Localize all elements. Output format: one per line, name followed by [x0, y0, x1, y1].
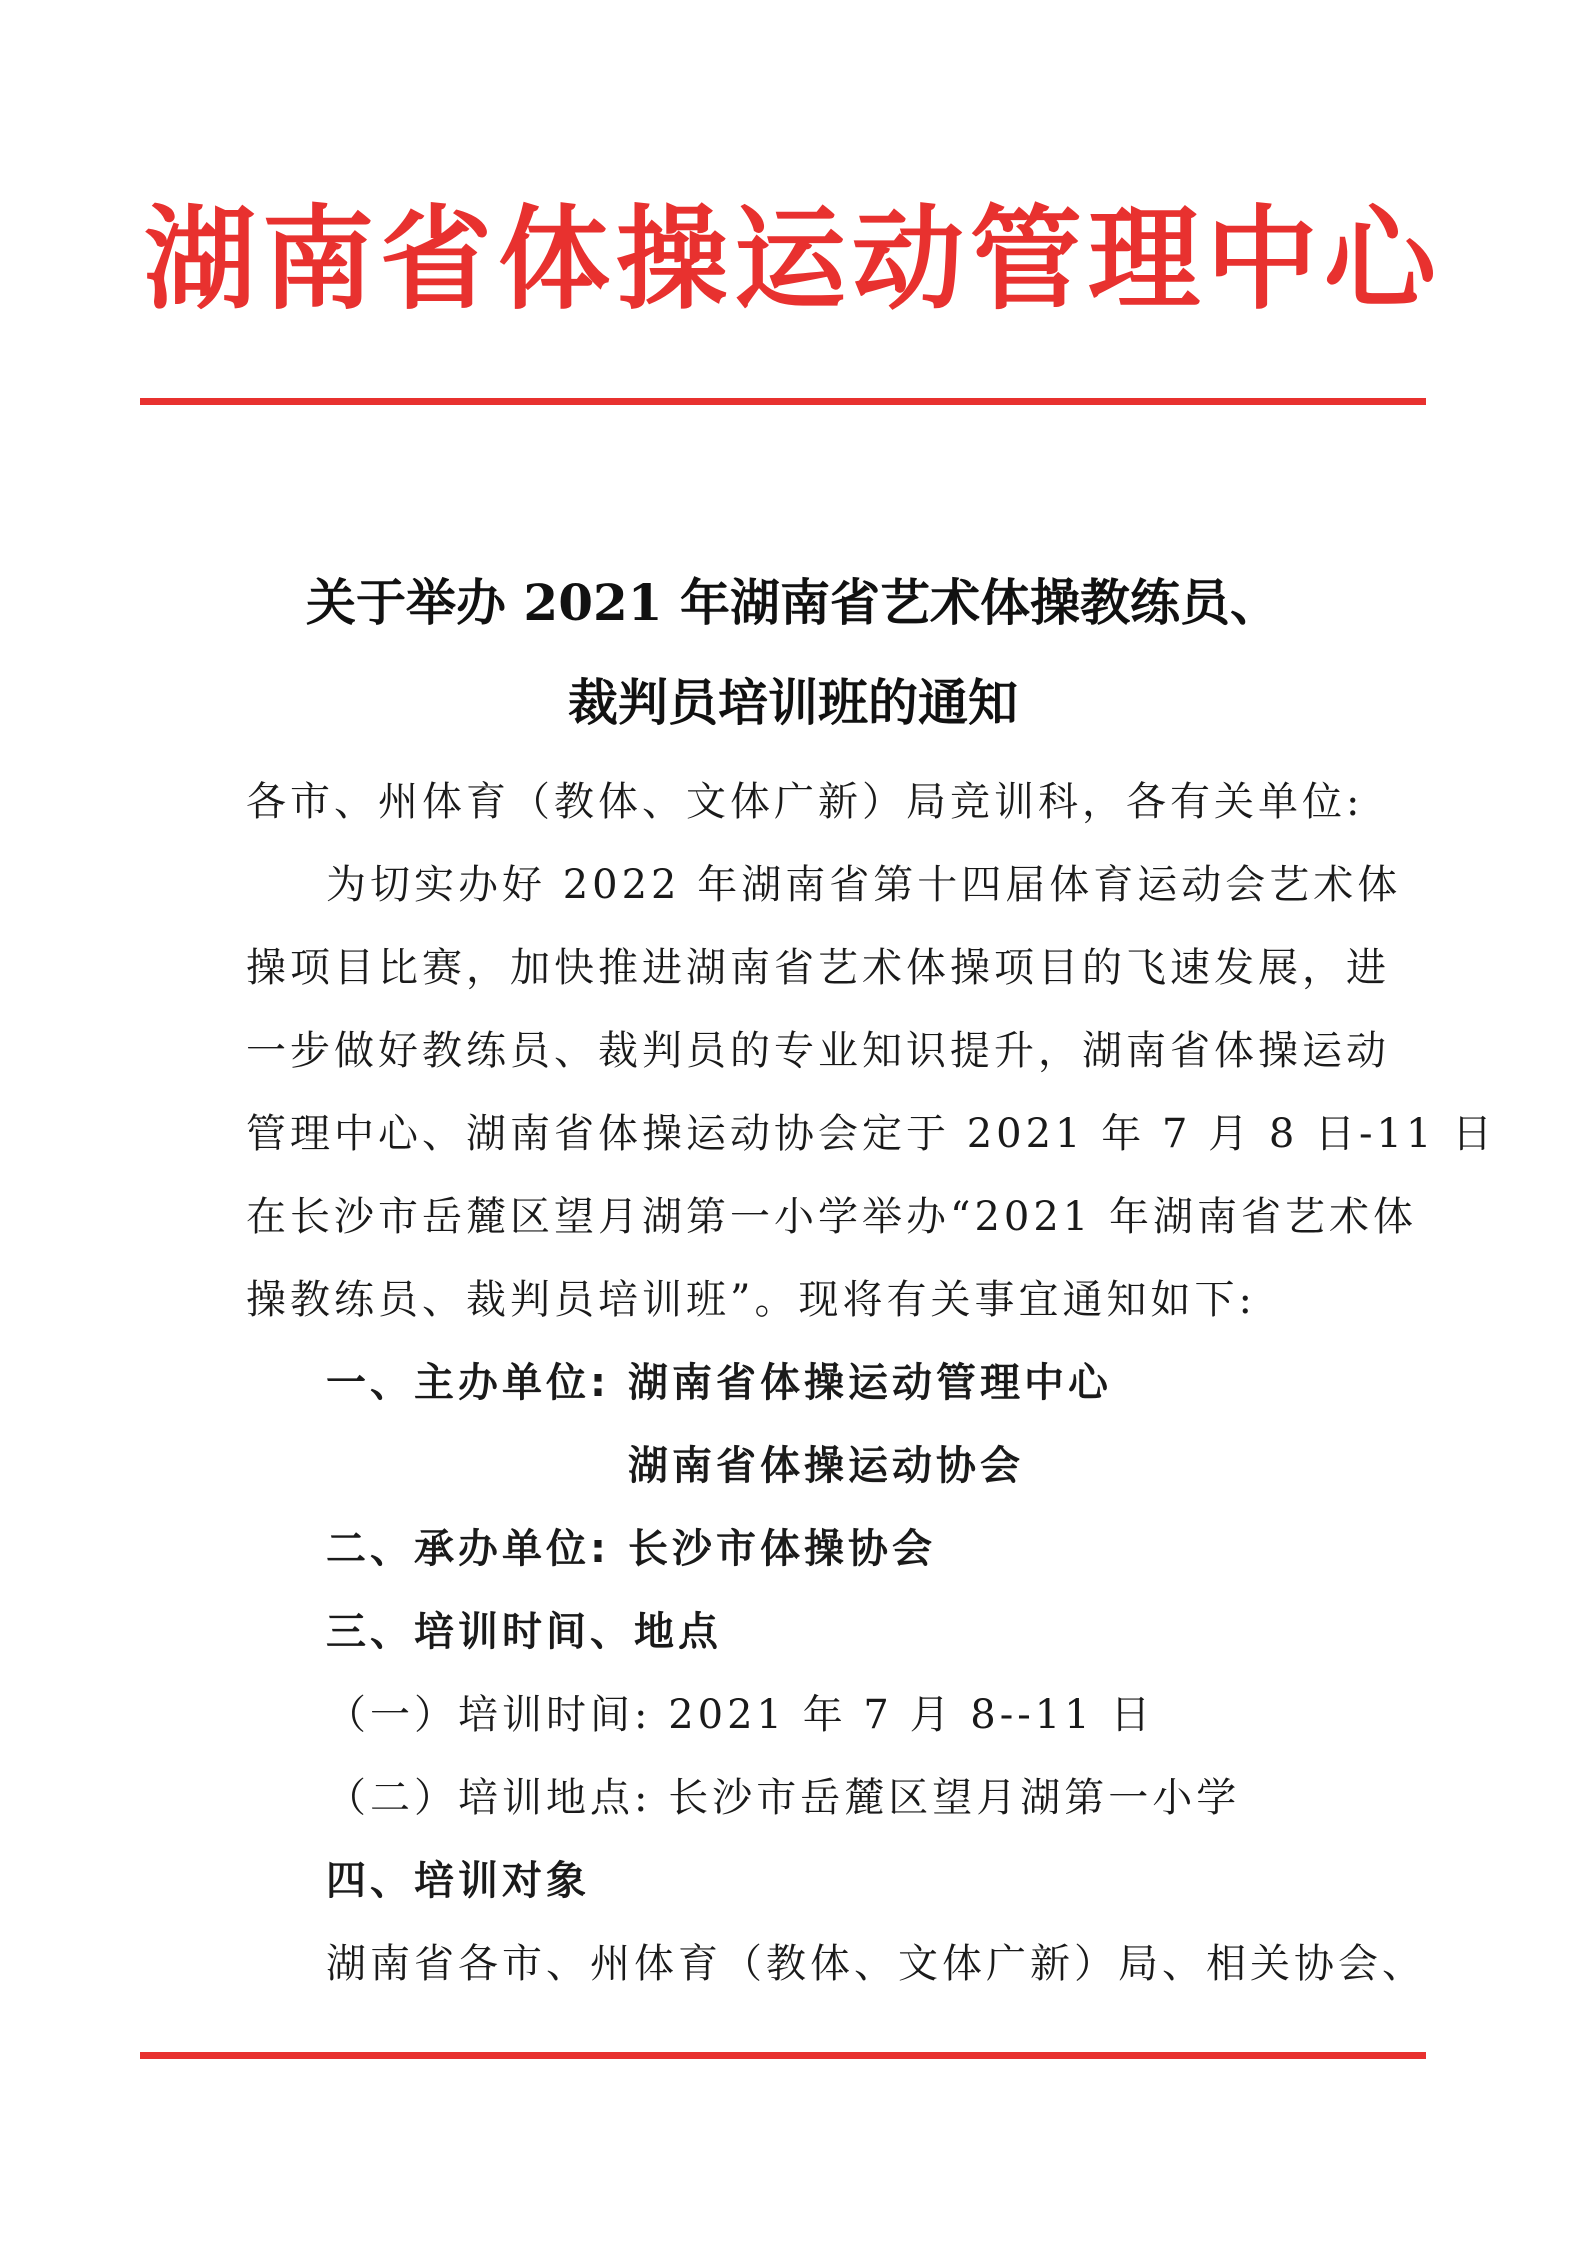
intro-line-2: 操项目比赛，加快推进湖南省艺术体操项目的飞速发展，进 — [246, 945, 1390, 991]
organizer-label: 一、主办单位: — [326, 1360, 610, 1406]
training-time-item: （一）培训时间: 2021 年 7 月 8--11 日 — [326, 1692, 1155, 1738]
intro-line-6: 操教练员、裁判员培训班”。现将有关事宜通知如下: — [246, 1277, 1256, 1323]
intro-line-1: 为切实办好 2022 年湖南省第十四届体育运动会艺术体 — [326, 862, 1402, 908]
footer-rule — [140, 2052, 1426, 2059]
undertaker-label: 二、承办单位: — [326, 1526, 610, 1572]
salutation: 各市、州体育（教体、文体广新）局竞训科，各有关单位: — [246, 779, 1364, 825]
organizer-1: 湖南省体操运动管理中心 — [628, 1360, 1112, 1406]
intro-line-4: 管理中心、湖南省体操运动协会定于 2021 年 7 月 8 日-11 日 — [246, 1111, 1497, 1157]
time-place-heading: 三、培训时间、地点 — [326, 1609, 722, 1655]
undertaker: 长沙市体操协会 — [628, 1526, 936, 1572]
document-title-line-1: 关于举办 2021 年湖南省艺术体操教练员、 — [306, 573, 1280, 632]
letterhead-rule — [140, 398, 1426, 405]
training-place-item: （二）培训地点: 长沙市岳麓区望月湖第一小学 — [326, 1775, 1241, 1821]
intro-line-5: 在长沙市岳麓区望月湖第一小学举办“2021 年湖南省艺术体 — [246, 1194, 1417, 1240]
target-text: 湖南省各市、州体育（教体、文体广新）局、相关协会、 — [326, 1941, 1426, 1987]
intro-line-3: 一步做好教练员、裁判员的专业知识提升，湖南省体操运动 — [246, 1028, 1390, 1074]
organizer-2: 湖南省体操运动协会 — [628, 1443, 1024, 1489]
target-heading: 四、培训对象 — [326, 1858, 590, 1904]
document-title-line-2: 裁判员培训班的通知 — [568, 673, 1018, 732]
letterhead-org-name: 湖南省体操运动管理中心 — [144, 195, 1442, 325]
